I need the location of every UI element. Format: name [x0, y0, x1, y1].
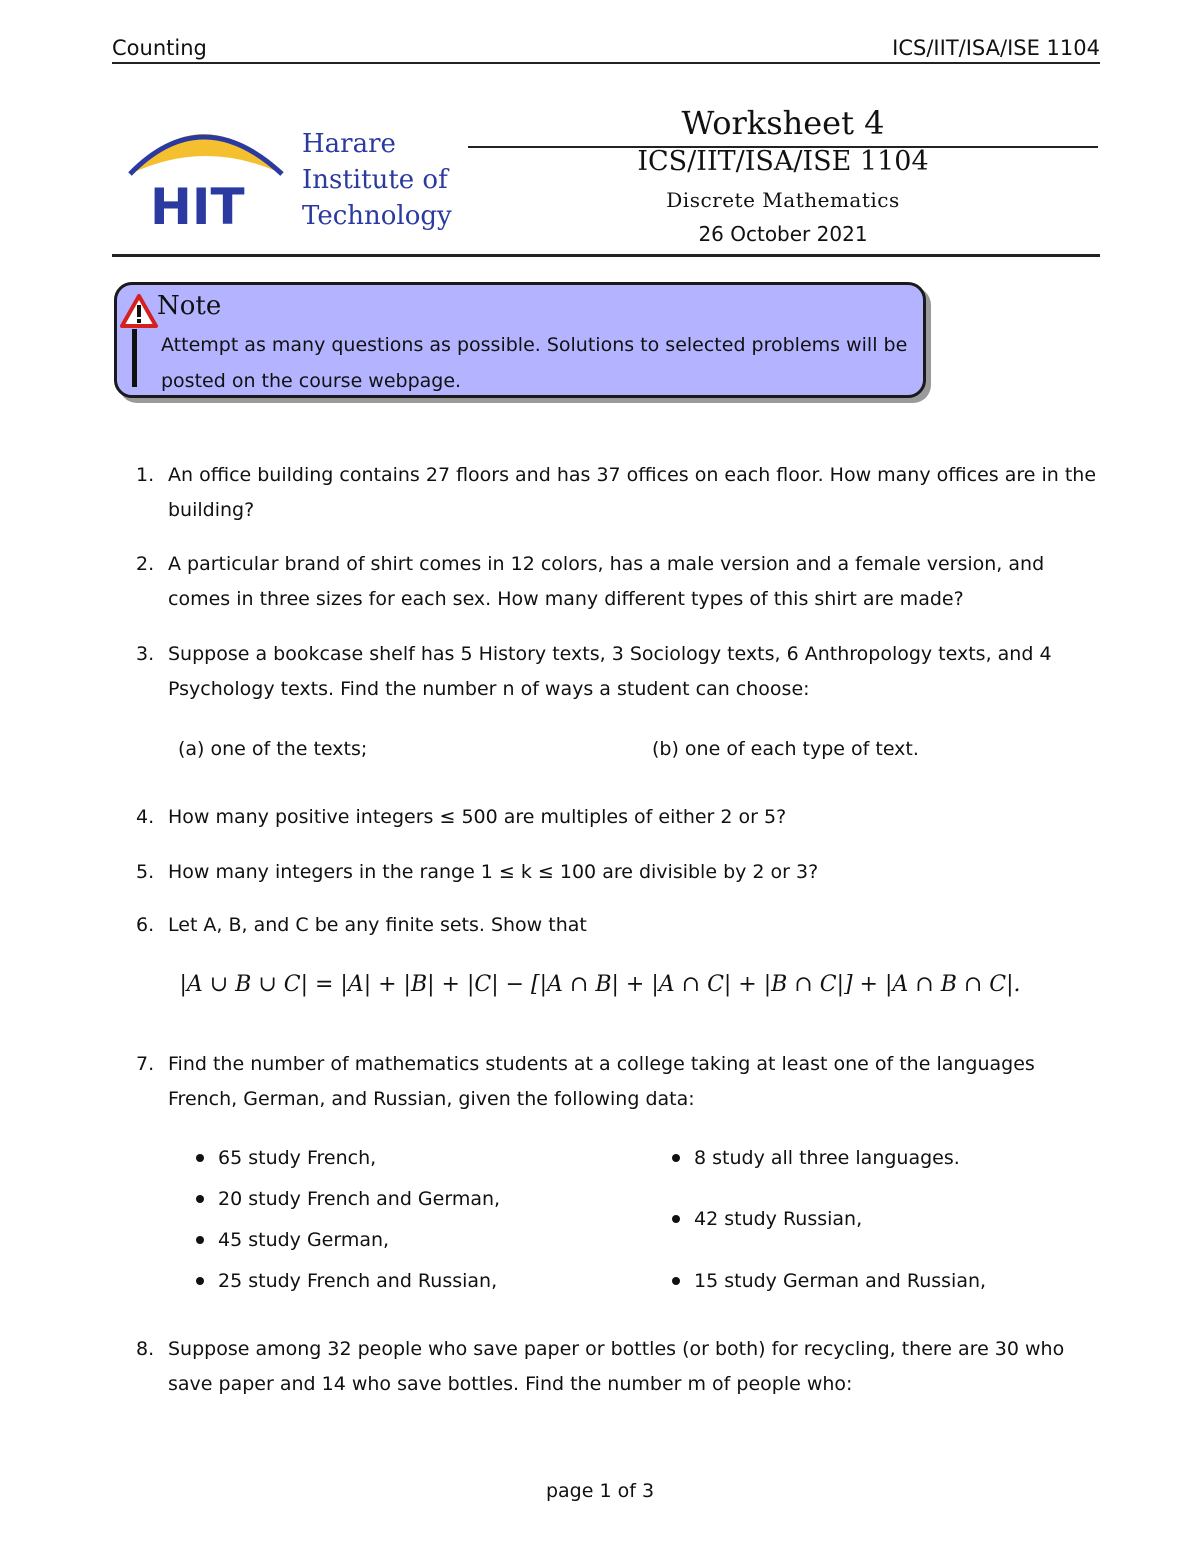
subject: Discrete Mathematics [666, 188, 900, 212]
question-text: Suppose among 32 people who save paper or bottles (or both) for recycling, there are 30 who save paper and 14 who save bottles. Find the number m of people who: [168, 1338, 1065, 1395]
question-8 [136, 1332, 1104, 1395]
question-text: An office building contains 27 floors and has 37 offices on each floor. How many offices are in the building? [168, 464, 1097, 521]
bullet-icon [672, 1215, 680, 1223]
date: 26 October 2021 [698, 222, 868, 246]
question-text: How many positive integers ≤ 500 are multiples of either 2 or 5? [168, 806, 787, 828]
logo-line-1: Harare [302, 129, 396, 159]
question-text: Find the number of mathematics students at a college taking at least one of the languages French, German, and Russian, given the following data: [168, 1053, 1035, 1110]
logo-mark: HIT [150, 178, 245, 232]
list-item: 65 study French, [196, 1143, 376, 1173]
bullet-icon [196, 1277, 204, 1285]
title-block-rule [112, 254, 1100, 257]
bullet-icon [672, 1277, 680, 1285]
header-rule [112, 62, 1100, 64]
question-1 [136, 458, 1104, 521]
question-text: Let A, B, and C be any finite sets. Show that [168, 914, 587, 936]
worksheet-title: Worksheet 4 [681, 104, 885, 142]
question-3-part-b: (b) one of each type of text. [652, 738, 919, 760]
inclusion-exclusion-formula: |A ∪ B ∪ C| = |A| + |B| + |C| − [|A ∩ B| + |A ∩ C| + |B ∩ C|] + |A ∩ B ∩ C|. [179, 972, 1021, 997]
question-number: 1. [136, 464, 155, 486]
hit-logo [122, 112, 292, 232]
page-number: page 1 of 3 [545, 1480, 655, 1502]
note-title: Note [157, 291, 222, 321]
list-item: 42 study Russian, [672, 1204, 862, 1234]
logo-line-3: Technology [302, 201, 452, 231]
bullet-icon [672, 1154, 680, 1162]
list-item: 25 study French and Russian, [196, 1266, 497, 1296]
header-right: ICS/IIT/ISA/ISE 1104 [892, 36, 1100, 60]
header-left: Counting [112, 36, 207, 60]
hit-logo-arc-icon [122, 112, 292, 232]
question-number: 6. [136, 914, 155, 936]
question-3-part-a: (a) one of the texts; [178, 738, 368, 760]
bullet-icon [196, 1195, 204, 1203]
question-2 [136, 547, 1104, 610]
question-number: 5. [136, 861, 155, 883]
question-text: How many integers in the range 1 ≤ k ≤ 100 are divisible by 2 or 3? [168, 861, 819, 883]
question-3 [136, 637, 1104, 700]
question-number: 8. [136, 1338, 155, 1360]
logo-line-2: Institute of [302, 165, 448, 195]
question-number: 4. [136, 806, 155, 828]
question-text: Suppose a bookcase shelf has 5 History texts, 3 Sociology texts, 6 Anthropology texts, and 4 Psychology texts. Find the number n of ways a student can choose: [168, 643, 1052, 700]
question-6 [136, 908, 1104, 943]
question-number: 7. [136, 1053, 155, 1075]
bullet-icon [196, 1236, 204, 1244]
list-item: 45 study German, [196, 1225, 389, 1255]
note-bar [132, 329, 137, 387]
list-item: 15 study German and Russian, [672, 1266, 986, 1296]
question-text: A particular brand of shirt comes in 12 colors, has a male version and a female version, and comes in three sizes for each sex. How many different types of this shirt are made? [168, 553, 1045, 610]
question-4 [136, 800, 1104, 835]
warning-icon [119, 293, 159, 329]
note-box [114, 282, 926, 398]
list-item: 8 study all three languages. [672, 1143, 960, 1173]
question-7 [136, 1047, 1104, 1110]
question-number: 2. [136, 553, 155, 575]
note-body: Attempt as many questions as possible. Solutions to selected problems will be posted on the course webpage. [161, 334, 908, 392]
course-code: ICS/IIT/ISA/ISE 1104 [637, 146, 929, 177]
bullet-icon [196, 1154, 204, 1162]
list-item: 20 study French and German, [196, 1184, 500, 1214]
question-number: 3. [136, 643, 155, 665]
question-5 [136, 855, 1104, 890]
